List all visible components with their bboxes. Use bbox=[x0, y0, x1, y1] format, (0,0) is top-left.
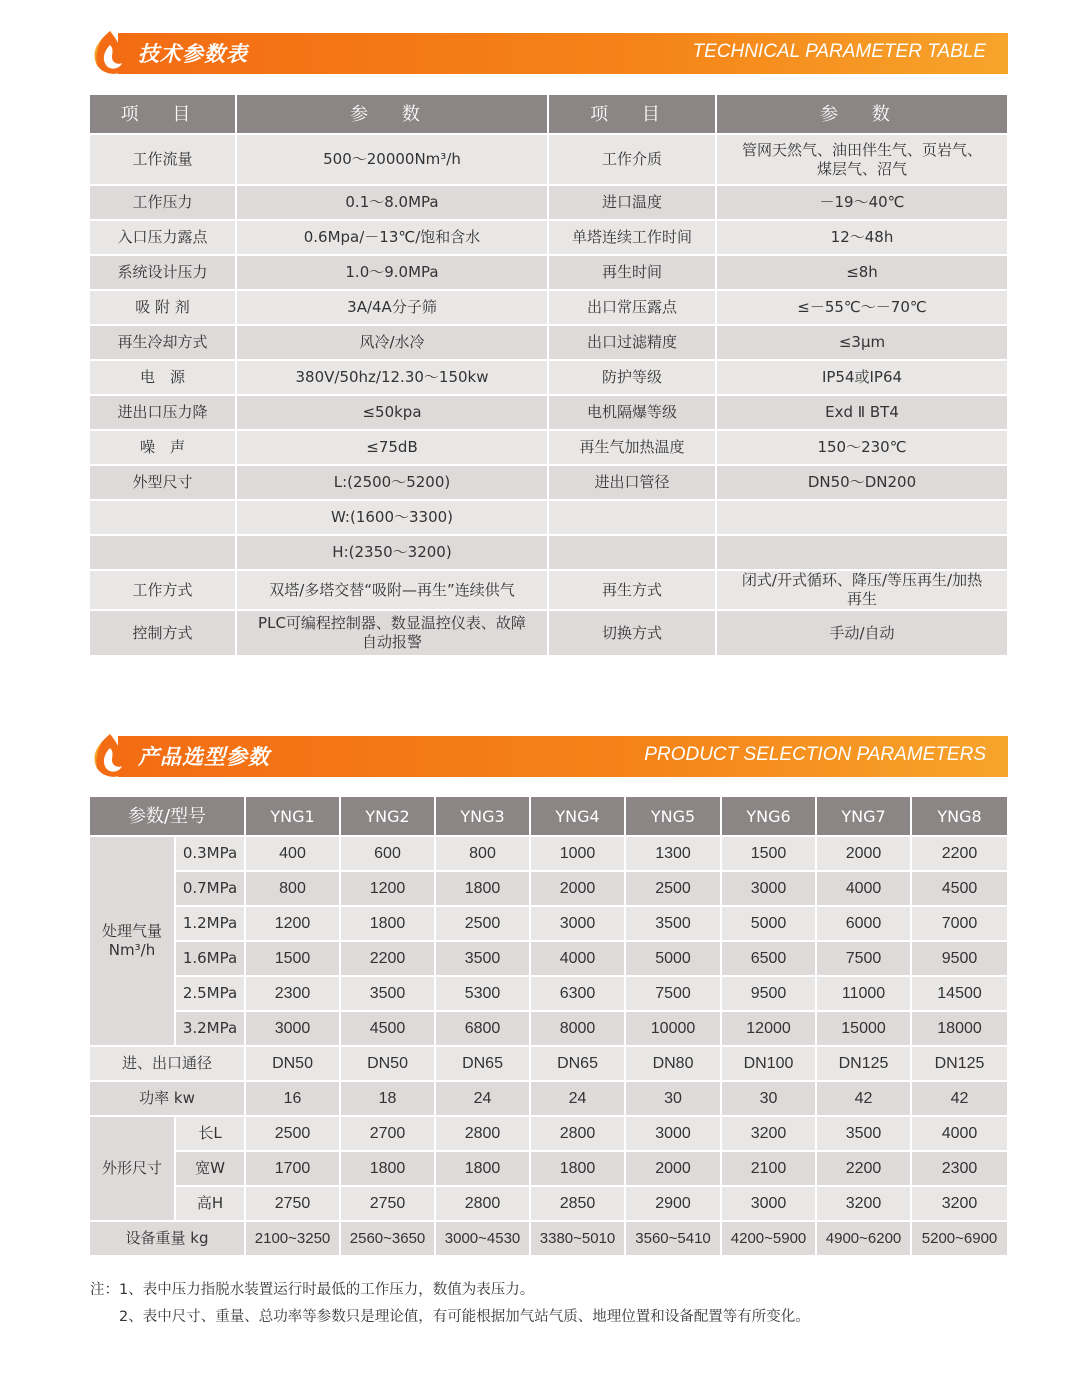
pressure-label: 1.6MPa bbox=[175, 941, 245, 976]
diameter-value: DN50 bbox=[340, 1046, 435, 1081]
flow-value: 4500 bbox=[340, 1011, 435, 1046]
flow-value: 2300 bbox=[245, 976, 340, 1011]
power-value: 24 bbox=[530, 1081, 625, 1116]
flow-value: 1300 bbox=[625, 836, 721, 871]
parameter-value: PLC可编程控制器、数显温控仪表、故障自动报警 bbox=[236, 610, 548, 656]
parameter-value: －19～40℃ bbox=[716, 185, 1007, 220]
flow-unit: Nm³/h bbox=[108, 941, 156, 959]
flame-icon bbox=[88, 27, 140, 79]
table-row bbox=[90, 1221, 1007, 1256]
parameter-value: Exd Ⅱ BT4 bbox=[716, 395, 1007, 430]
flow-value: 14500 bbox=[911, 976, 1007, 1011]
section2-title-cn: 产品选型参数 bbox=[138, 745, 270, 769]
table-row bbox=[90, 1081, 1007, 1116]
parameter-value: 闭式/开式循环、降压/等压再生/加热再生 bbox=[716, 570, 1007, 610]
parameter-value: DN50～DN200 bbox=[716, 465, 1007, 500]
column-header-model: YNG2 bbox=[340, 797, 435, 836]
column-header: 项 目 bbox=[90, 95, 236, 134]
parameter-value bbox=[716, 500, 1007, 535]
diameter-value: DN125 bbox=[911, 1046, 1007, 1081]
parameter-value: ≤8h bbox=[716, 255, 1007, 290]
table-row bbox=[90, 325, 1007, 360]
parameter-name: 电 源 bbox=[90, 360, 236, 395]
parameter-name: 出口常压露点 bbox=[548, 290, 716, 325]
size-value: 2750 bbox=[340, 1186, 435, 1221]
flow-group-label bbox=[90, 836, 175, 1046]
pressure-label: 2.5MPa bbox=[175, 976, 245, 1011]
flow-value: 800 bbox=[435, 836, 530, 871]
flow-value: 1200 bbox=[245, 906, 340, 941]
flow-value: 2000 bbox=[816, 836, 911, 871]
table-row bbox=[90, 906, 1007, 941]
flow-value: 4000 bbox=[816, 871, 911, 906]
column-header: 参 数 bbox=[716, 95, 1007, 134]
diameter-value: DN50 bbox=[245, 1046, 340, 1081]
table-header-row bbox=[90, 797, 1007, 836]
size-value: 3000 bbox=[625, 1116, 721, 1151]
power-value: 30 bbox=[625, 1081, 721, 1116]
flow-value: 2500 bbox=[625, 871, 721, 906]
size-value: 3000 bbox=[721, 1186, 816, 1221]
table-row bbox=[90, 1011, 1007, 1046]
flow-value: 7500 bbox=[625, 976, 721, 1011]
parameter-name: 进出口管径 bbox=[548, 465, 716, 500]
flow-value: 4500 bbox=[911, 871, 1007, 906]
flow-label: 处理气量 bbox=[101, 922, 162, 940]
size-value: 2900 bbox=[625, 1186, 721, 1221]
parameter-value: ≤75dB bbox=[236, 430, 548, 465]
size-value: 2800 bbox=[435, 1116, 530, 1151]
diameter-label: 进、出口通径 bbox=[90, 1046, 245, 1081]
parameter-value: 1.0～9.0MPa bbox=[236, 255, 548, 290]
power-value: 42 bbox=[816, 1081, 911, 1116]
flow-value: 1500 bbox=[245, 941, 340, 976]
flow-value: 18000 bbox=[911, 1011, 1007, 1046]
parameter-value: 0.1～8.0MPa bbox=[236, 185, 548, 220]
parameter-name: 入口压力露点 bbox=[90, 220, 236, 255]
column-header-model: YNG7 bbox=[816, 797, 911, 836]
column-header-parameter: 参数/型号 bbox=[90, 797, 245, 836]
parameter-name: 工作流量 bbox=[90, 134, 236, 185]
dimension-label: 高H bbox=[175, 1186, 245, 1221]
flow-value: 3000 bbox=[245, 1011, 340, 1046]
pressure-label: 0.7MPa bbox=[175, 871, 245, 906]
column-header-model: YNG4 bbox=[530, 797, 625, 836]
size-value: 2750 bbox=[245, 1186, 340, 1221]
parameter-name: 进口温度 bbox=[548, 185, 716, 220]
weight-value: 2100~3250 bbox=[245, 1221, 340, 1256]
weight-value: 4200~5900 bbox=[721, 1221, 816, 1256]
table-row bbox=[90, 570, 1007, 610]
parameter-value: ≤50kpa bbox=[236, 395, 548, 430]
column-header-model: YNG8 bbox=[911, 797, 1007, 836]
parameter-value: 双塔/多塔交替“吸附—再生”连续供气 bbox=[236, 570, 548, 610]
flow-value: 2500 bbox=[435, 906, 530, 941]
parameter-name: 再生时间 bbox=[548, 255, 716, 290]
parameter-value: H:(2350～3200) bbox=[236, 535, 548, 570]
parameter-name: 进出口压力降 bbox=[90, 395, 236, 430]
weight-value: 4900~6200 bbox=[816, 1221, 911, 1256]
power-value: 30 bbox=[721, 1081, 816, 1116]
parameter-name: 工作介质 bbox=[548, 134, 716, 185]
flow-value: 3500 bbox=[625, 906, 721, 941]
note-line: 2、表中尺寸、重量、总功率等参数只是理论值，有可能根据加气站气质、地理位置和设备配置等有所变化。 bbox=[90, 1309, 810, 1325]
weight-value: 5200~6900 bbox=[911, 1221, 1007, 1256]
dimension-label: 宽W bbox=[175, 1151, 245, 1186]
flow-value: 6000 bbox=[816, 906, 911, 941]
table-row bbox=[90, 185, 1007, 220]
size-value: 2700 bbox=[340, 1116, 435, 1151]
size-value: 2850 bbox=[530, 1186, 625, 1221]
flow-value: 4000 bbox=[530, 941, 625, 976]
section2-banner bbox=[88, 736, 1008, 777]
power-label: 功率 kw bbox=[90, 1081, 245, 1116]
parameter-value: 150～230℃ bbox=[716, 430, 1007, 465]
pressure-label: 0.3MPa bbox=[175, 836, 245, 871]
parameter-name bbox=[548, 535, 716, 570]
flow-value: 6500 bbox=[721, 941, 816, 976]
diameter-value: DN65 bbox=[530, 1046, 625, 1081]
flow-value: 1000 bbox=[530, 836, 625, 871]
table-row bbox=[90, 134, 1007, 185]
parameter-value: 3A/4A分子筛 bbox=[236, 290, 548, 325]
parameter-value: 手动/自动 bbox=[716, 610, 1007, 656]
weight-value: 3560~5410 bbox=[625, 1221, 721, 1256]
size-value: 2300 bbox=[911, 1151, 1007, 1186]
flow-value: 15000 bbox=[816, 1011, 911, 1046]
flow-value: 800 bbox=[245, 871, 340, 906]
table-row bbox=[90, 535, 1007, 570]
parameter-value: 500～20000Nm³/h bbox=[236, 134, 548, 185]
column-header-model: YNG3 bbox=[435, 797, 530, 836]
section1-title-en: TECHNICAL PARAMETER TABLE bbox=[692, 41, 986, 62]
column-header: 参 数 bbox=[236, 95, 548, 134]
flow-value: 6800 bbox=[435, 1011, 530, 1046]
flow-value: 3500 bbox=[435, 941, 530, 976]
parameter-value bbox=[716, 535, 1007, 570]
parameter-name bbox=[90, 535, 236, 570]
flow-value: 2000 bbox=[530, 871, 625, 906]
flow-value: 12000 bbox=[721, 1011, 816, 1046]
parameter-name: 出口过滤精度 bbox=[548, 325, 716, 360]
flow-value: 5300 bbox=[435, 976, 530, 1011]
parameter-value: ≤3μm bbox=[716, 325, 1007, 360]
parameter-name: 吸 附 剂 bbox=[90, 290, 236, 325]
flow-value: 3500 bbox=[340, 976, 435, 1011]
power-value: 18 bbox=[340, 1081, 435, 1116]
size-value: 2100 bbox=[721, 1151, 816, 1186]
flow-value: 1200 bbox=[340, 871, 435, 906]
size-value: 3500 bbox=[816, 1116, 911, 1151]
table-row bbox=[90, 255, 1007, 290]
flow-value: 8000 bbox=[530, 1011, 625, 1046]
parameter-name: 外型尺寸 bbox=[90, 465, 236, 500]
parameter-name: 噪 声 bbox=[90, 430, 236, 465]
power-value: 24 bbox=[435, 1081, 530, 1116]
table-row bbox=[90, 1046, 1007, 1081]
table-row bbox=[90, 1116, 1007, 1151]
section2-title-en: PRODUCT SELECTION PARAMETERS bbox=[644, 744, 986, 765]
flow-value: 9500 bbox=[911, 941, 1007, 976]
parameter-value: IP54或IP64 bbox=[716, 360, 1007, 395]
size-value: 3200 bbox=[721, 1116, 816, 1151]
flow-value: 2200 bbox=[911, 836, 1007, 871]
table-row bbox=[90, 430, 1007, 465]
parameter-name: 电机隔爆等级 bbox=[548, 395, 716, 430]
weight-label: 设备重量 kg bbox=[90, 1221, 245, 1256]
pressure-label: 3.2MPa bbox=[175, 1011, 245, 1046]
parameter-name: 工作压力 bbox=[90, 185, 236, 220]
flow-value: 5000 bbox=[625, 941, 721, 976]
note-line: 注：1、表中压力指脱水装置运行时最低的工作压力，数值为表压力。 bbox=[90, 1282, 535, 1298]
product-selection-table bbox=[90, 797, 1007, 1257]
pressure-label: 1.2MPa bbox=[175, 906, 245, 941]
diameter-value: DN80 bbox=[625, 1046, 721, 1081]
flame-icon bbox=[88, 730, 140, 782]
parameter-name: 工作方式 bbox=[90, 570, 236, 610]
size-value: 2800 bbox=[530, 1116, 625, 1151]
technical-parameter-table bbox=[90, 95, 1007, 657]
table-row bbox=[90, 836, 1007, 871]
table-row bbox=[90, 465, 1007, 500]
parameter-name: 再生气加热温度 bbox=[548, 430, 716, 465]
table-row bbox=[90, 395, 1007, 430]
table-row bbox=[90, 290, 1007, 325]
power-value: 16 bbox=[245, 1081, 340, 1116]
weight-value: 3000~4530 bbox=[435, 1221, 530, 1256]
table-row bbox=[90, 871, 1007, 906]
parameter-value: 380V/50hz/12.30～150kw bbox=[236, 360, 548, 395]
column-header-model: YNG6 bbox=[721, 797, 816, 836]
table-row bbox=[90, 1186, 1007, 1221]
flow-value: 6300 bbox=[530, 976, 625, 1011]
flow-value: 2200 bbox=[340, 941, 435, 976]
dimension-label: 长L bbox=[175, 1116, 245, 1151]
parameter-name: 切换方式 bbox=[548, 610, 716, 656]
size-value: 1700 bbox=[245, 1151, 340, 1186]
table-row bbox=[90, 360, 1007, 395]
parameter-name: 再生方式 bbox=[548, 570, 716, 610]
size-value: 1800 bbox=[340, 1151, 435, 1186]
power-value: 42 bbox=[911, 1081, 1007, 1116]
table-row bbox=[90, 500, 1007, 535]
parameter-value: 0.6Mpa/－13℃/饱和含水 bbox=[236, 220, 548, 255]
parameter-value: L:(2500～5200) bbox=[236, 465, 548, 500]
section1-title-cn: 技术参数表 bbox=[138, 42, 248, 66]
parameter-value: 风冷/水冷 bbox=[236, 325, 548, 360]
parameter-name: 单塔连续工作时间 bbox=[548, 220, 716, 255]
table-row bbox=[90, 976, 1007, 1011]
flow-value: 7000 bbox=[911, 906, 1007, 941]
flow-value: 10000 bbox=[625, 1011, 721, 1046]
parameter-value: 12～48h bbox=[716, 220, 1007, 255]
size-value: 4000 bbox=[911, 1116, 1007, 1151]
parameter-name: 系统设计压力 bbox=[90, 255, 236, 290]
size-group-label: 外形尺寸 bbox=[90, 1116, 175, 1221]
flow-value: 11000 bbox=[816, 976, 911, 1011]
flow-value: 9500 bbox=[721, 976, 816, 1011]
column-header: 项 目 bbox=[548, 95, 716, 134]
flow-value: 1800 bbox=[340, 906, 435, 941]
flow-value: 600 bbox=[340, 836, 435, 871]
flow-value: 5000 bbox=[721, 906, 816, 941]
size-value: 1800 bbox=[435, 1151, 530, 1186]
size-value: 3200 bbox=[911, 1186, 1007, 1221]
table-header-row bbox=[90, 95, 1007, 134]
flow-value: 7500 bbox=[816, 941, 911, 976]
flow-value: 1800 bbox=[435, 871, 530, 906]
flow-value: 1500 bbox=[721, 836, 816, 871]
size-value: 2200 bbox=[816, 1151, 911, 1186]
parameter-value: W:(1600～3300) bbox=[236, 500, 548, 535]
weight-value: 3380~5010 bbox=[530, 1221, 625, 1256]
flow-value: 400 bbox=[245, 836, 340, 871]
column-header-model: YNG1 bbox=[245, 797, 340, 836]
diameter-value: DN125 bbox=[816, 1046, 911, 1081]
parameter-name bbox=[90, 500, 236, 535]
parameter-name: 控制方式 bbox=[90, 610, 236, 656]
size-value: 3200 bbox=[816, 1186, 911, 1221]
size-value: 2800 bbox=[435, 1186, 530, 1221]
diameter-value: DN100 bbox=[721, 1046, 816, 1081]
notes bbox=[90, 1277, 810, 1331]
parameter-name: 再生冷却方式 bbox=[90, 325, 236, 360]
size-value: 2000 bbox=[625, 1151, 721, 1186]
flow-value: 3000 bbox=[530, 906, 625, 941]
table-row bbox=[90, 1151, 1007, 1186]
diameter-value: DN65 bbox=[435, 1046, 530, 1081]
section1-banner bbox=[88, 33, 1008, 74]
table-row bbox=[90, 610, 1007, 656]
flow-value: 3000 bbox=[721, 871, 816, 906]
table-row bbox=[90, 220, 1007, 255]
parameter-name: 防护等级 bbox=[548, 360, 716, 395]
table-row bbox=[90, 941, 1007, 976]
size-value: 2500 bbox=[245, 1116, 340, 1151]
column-header-model: YNG5 bbox=[625, 797, 721, 836]
parameter-name bbox=[548, 500, 716, 535]
weight-value: 2560~3650 bbox=[340, 1221, 435, 1256]
size-value: 1800 bbox=[530, 1151, 625, 1186]
parameter-value: ≤－55℃～－70℃ bbox=[716, 290, 1007, 325]
parameter-value: 管网天然气、油田伴生气、页岩气、煤层气、沼气 bbox=[716, 134, 1007, 185]
